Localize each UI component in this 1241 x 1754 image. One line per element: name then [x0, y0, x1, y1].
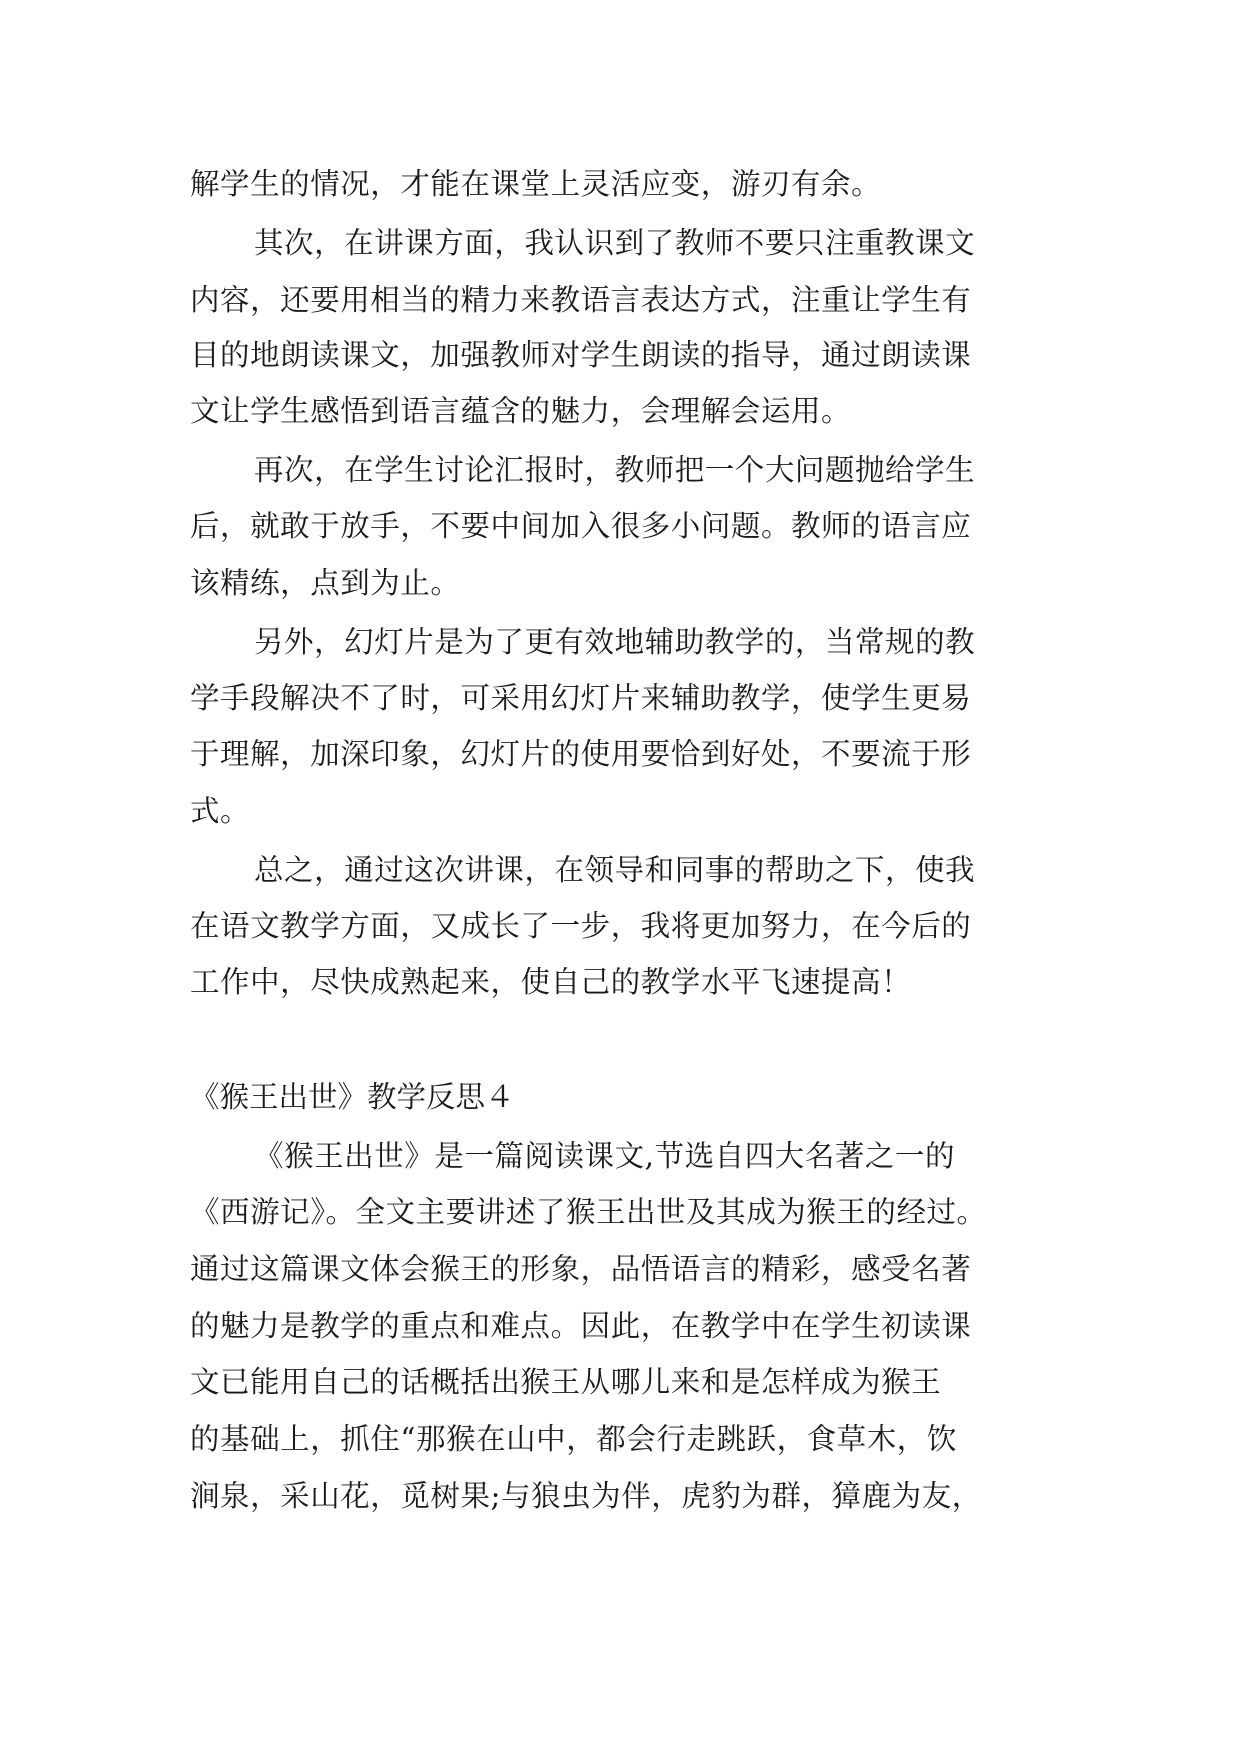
paragraph-first-line: 再次，在学生讨论汇报时，教师把一个大问题抛给学生 — [254, 453, 976, 487]
text-line: 的魅力是教学的重点和难点。因此，在教学中在学生初读课 — [190, 1309, 972, 1343]
text-line: 目的地朗读课文，加强教师对学生朗读的指导，通过朗读课 — [190, 338, 972, 372]
text-line: 工作中，尽快成熟起来，使自己的教学水平飞速提高！ — [190, 965, 912, 999]
paragraph-first-line: 另外，幻灯片是为了更有效地辅助教学的，当常规的教 — [254, 625, 976, 659]
paragraph-first-line: 《猴王出世》是一篇阅读课文,节选自四大名著之一的 — [254, 1139, 956, 1173]
text-line: 文已能用自己的话概括出猴王从哪儿来和是怎样成为猴王 — [190, 1365, 942, 1399]
paragraph-first-line: 总之，通过这次讲课，在领导和同事的帮助之下，使我 — [254, 853, 976, 887]
text-line: 解学生的情况，才能在课堂上灵活应变，游刃有余。 — [190, 167, 882, 201]
text-line: 后，就敢于放手，不要中间加入很多小问题。教师的语言应 — [190, 509, 972, 543]
text-line: 内容，还要用相当的精力来教语言表达方式，注重让学生有 — [190, 283, 972, 317]
text-line: 涧泉，采山花，觅树果;与狼虫为伴，虎豹为群，獐鹿为友， — [190, 1479, 982, 1513]
text-line: 式。 — [190, 794, 251, 828]
text-line: 学手段解决不了时，可采用幻灯片来辅助教学，使学生更易 — [190, 681, 972, 715]
text-line: 在语文教学方面，又成长了一步，我将更加努力，在今后的 — [190, 909, 972, 943]
text-line: 文让学生感悟到语言蕴含的魅力，会理解会运用。 — [190, 394, 852, 428]
text-line: 《西游记》。全文主要讲述了猴王出世及其成为猴王的经过。 — [190, 1195, 987, 1229]
text-line: 通过这篇课文体会猴王的形象，品悟语言的精彩，感受名著 — [190, 1252, 972, 1286]
text-line: 的基础上，抓住“那猴在山中，都会行走跳跃，食草木，饮 — [190, 1422, 957, 1456]
paragraph-first-line: 其次，在讲课方面，我认识到了教师不要只注重教课文 — [254, 226, 976, 260]
text-line: 该精练，点到为止。 — [190, 566, 461, 600]
section-heading: 《猴王出世》教学反思４ — [190, 1080, 515, 1114]
text-line: 于理解，加深印象，幻灯片的使用要恰到好处，不要流于形 — [190, 737, 972, 771]
